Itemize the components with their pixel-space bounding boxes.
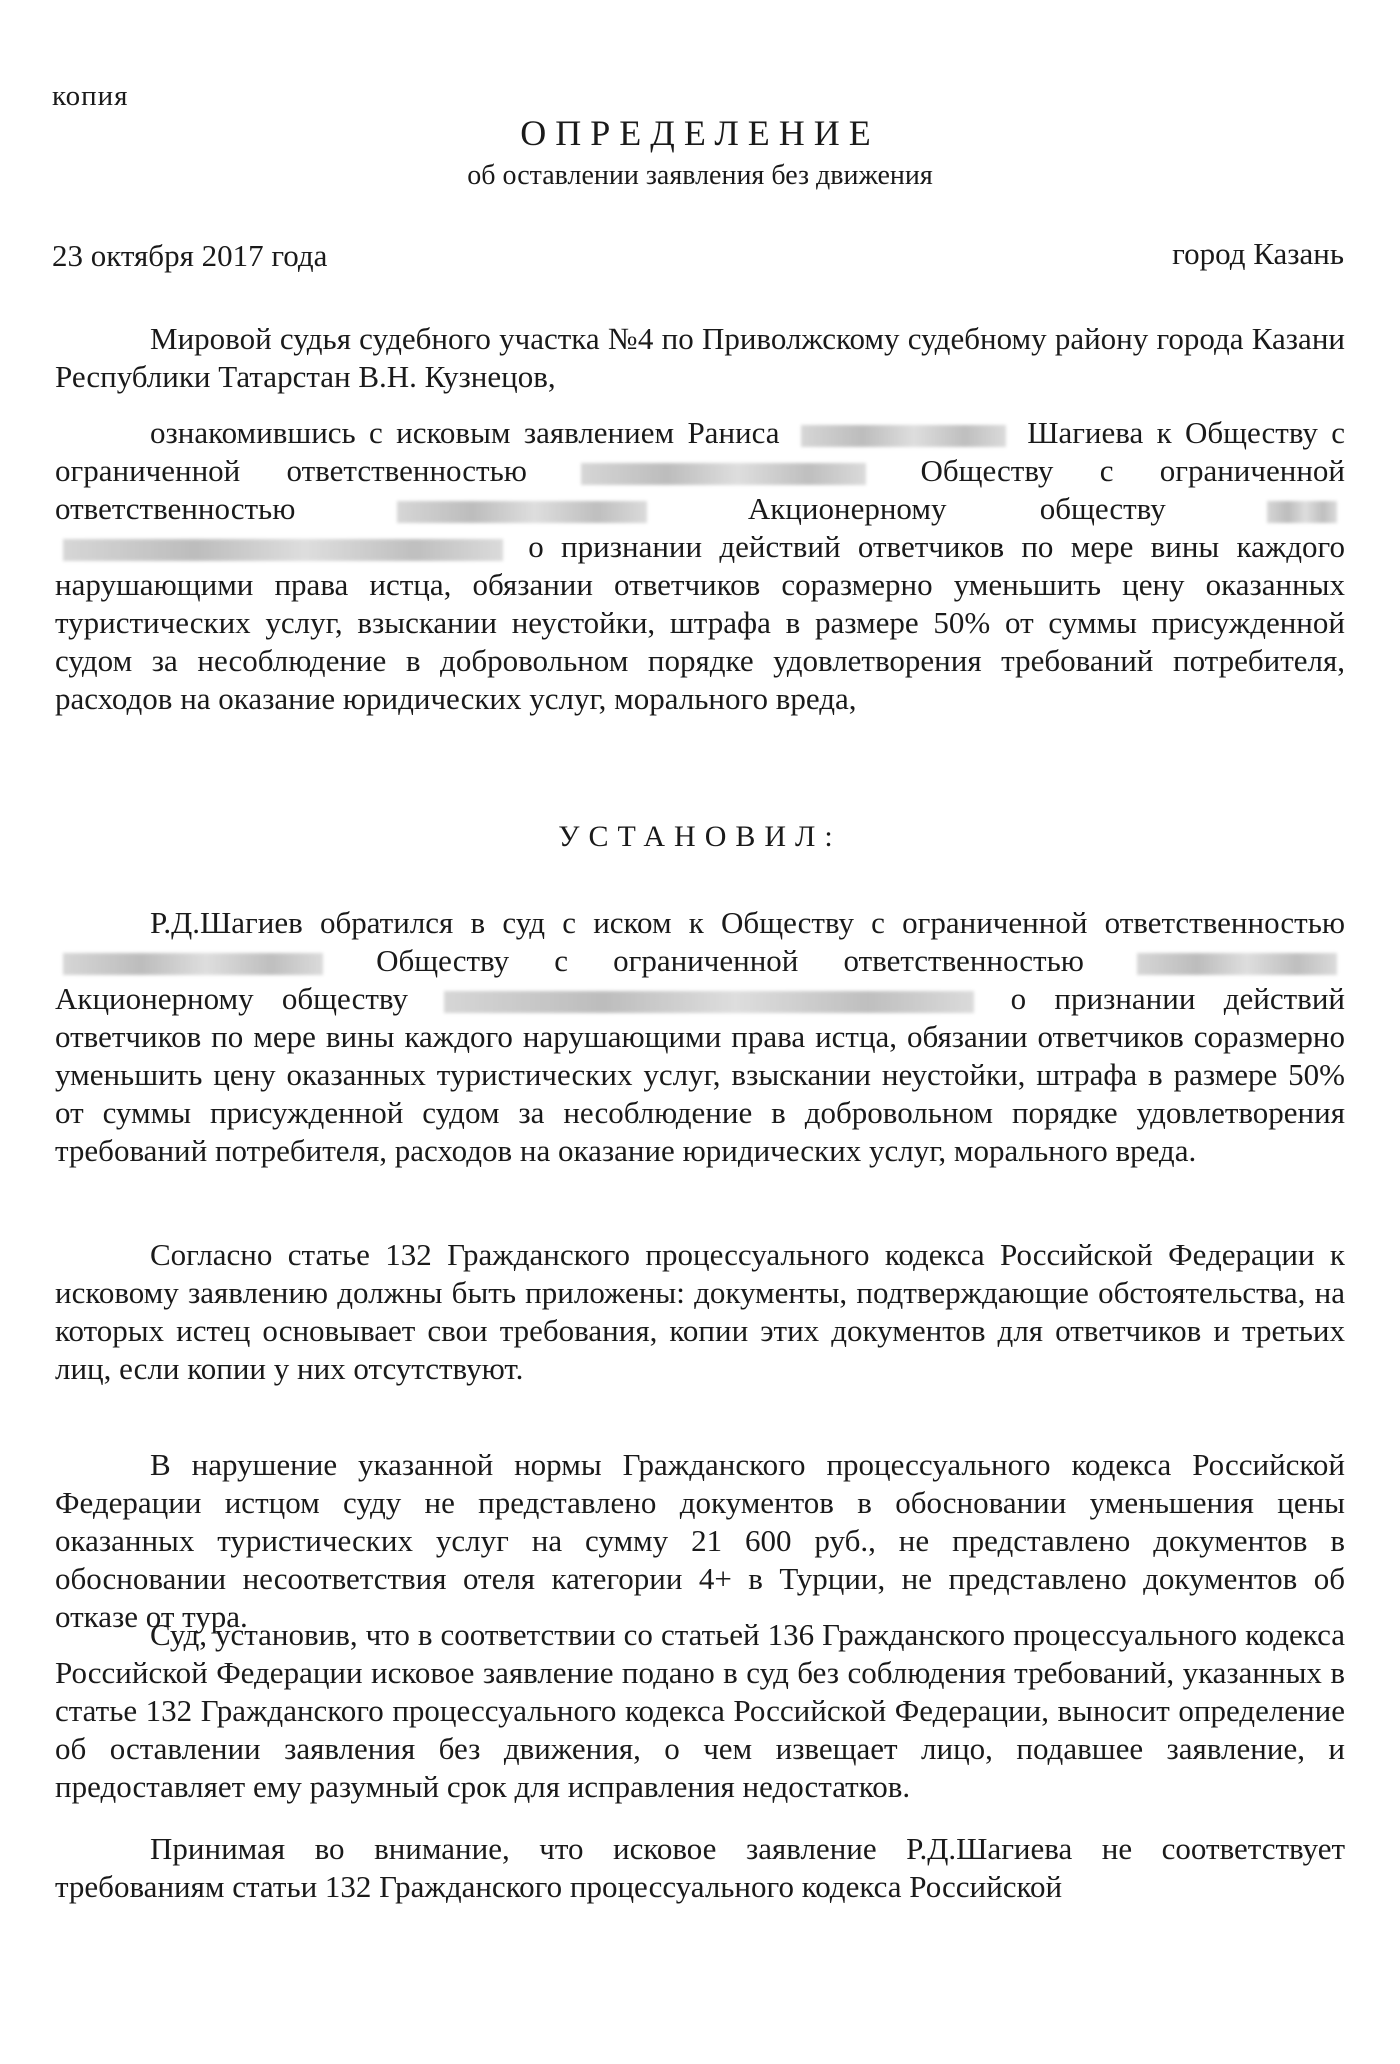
p1-text-a: Р.Д.Шагиев обратился в суд с иском к Обществу с ограниченной ответственностью xyxy=(150,905,1345,940)
document-title: ОПРЕДЕЛЕНИЕ xyxy=(520,113,880,153)
p1-text-b: Обществу с ограниченной ответственностью xyxy=(376,943,1084,978)
p1-text-d: о признании действий ответчиков по мере вины каждого нарушающими права истца, обязании ответчиков соразмерно уменьшить цену оказанных туристических услуг, взыскании неустойки, штрафа в размере 50% от суммы присужденной судом за несоблюдение в добровольном порядке удовлетворения требований потребителя, расходов на оказание юридических услуг, морального вреда. xyxy=(55,981,1346,1168)
redacted-company xyxy=(63,539,503,561)
review-text-e: о признании действий ответчиков по мере вины каждого нарушающими права истца, обязании ответчиков соразмерно уменьшить цену оказанных туристических услуг, взыскании неустойки, штрафа в размере 50% от суммы присужденной судом за несоблюдение в добровольном порядке удовлетворения требований потребителя, расходов на оказание юридических услуг, морального вреда, xyxy=(55,529,1346,716)
review-text-d: Акционерному обществу xyxy=(747,491,1166,526)
redacted-company xyxy=(1137,953,1337,975)
copy-mark: копия xyxy=(52,80,129,112)
redacted-company xyxy=(63,953,323,975)
redacted-company xyxy=(1267,501,1337,523)
document-city: город Казань xyxy=(1172,236,1344,271)
p1-text-c: Акционерному обществу xyxy=(55,981,408,1016)
redacted-company xyxy=(444,991,974,1013)
established-paragraph-3: В нарушение указанной нормы Гражданского процессуального кодекса Российской Федерации истцом суду не представлено документов в обосновании уменьшения цены оказанных туристических услуг на сумму 21 600 руб., не представлено документов в обосновании несоответствия отеля категории 4+ в Турции, не представлено документов об отказе от тура. xyxy=(55,1447,1345,1634)
established-paragraph-1 xyxy=(55,904,1345,1170)
document-subtitle: об оставлении заявления без движения xyxy=(467,160,933,191)
established-paragraph-5: Принимая во внимание, что исковое заявление Р.Д.Шагиева не соответствует требованиям статьи 132 Гражданского процессуального кодекса Российской xyxy=(55,1831,1345,1904)
redacted-company xyxy=(581,463,866,485)
intro-judge-paragraph: Мировой судья судебного участка №4 по Приволжскому судебному району города Казани Республики Татарстан В.Н. Кузнецов, xyxy=(55,321,1345,394)
established-paragraph-4: Суд, установив, что в соответствии со статьей 136 Гражданского процессуального кодекса Российской Федерации исковое заявление подано в суд без соблюдения требований, указанных в статье 132 Гражданского процессуального кодекса Российской Федерации, выносит определение об оставлении заявления без движения, о чем извещает лицо, подавшее заявление, и предоставляет ему разумный срок для исправления недостатков. xyxy=(55,1617,1345,1804)
review-text-a: ознакомившись с исковым заявлением Раниса xyxy=(150,415,780,450)
redacted-company xyxy=(397,501,647,523)
intro-review-paragraph xyxy=(55,414,1345,718)
established-paragraph-2: Согласно статье 132 Гражданского процессуального кодекса Российской Федерации к исковому заявлению должны быть приложены: документы, подтверждающие обстоятельства, на которых истец основывает свои требования, копии этих документов для ответчиков и третьих лиц, если копии у них отсутствуют. xyxy=(55,1237,1345,1386)
document-date: 23 октября 2017 года xyxy=(52,238,328,273)
section-heading: УСТАНОВИЛ: xyxy=(558,820,842,853)
redacted-name xyxy=(801,425,1006,447)
review-text-c: Обществу с ограниченной ответственностью xyxy=(55,453,1345,526)
review-text-b: Шагиева к Обществу с ограниченной ответственностью xyxy=(55,415,1346,488)
